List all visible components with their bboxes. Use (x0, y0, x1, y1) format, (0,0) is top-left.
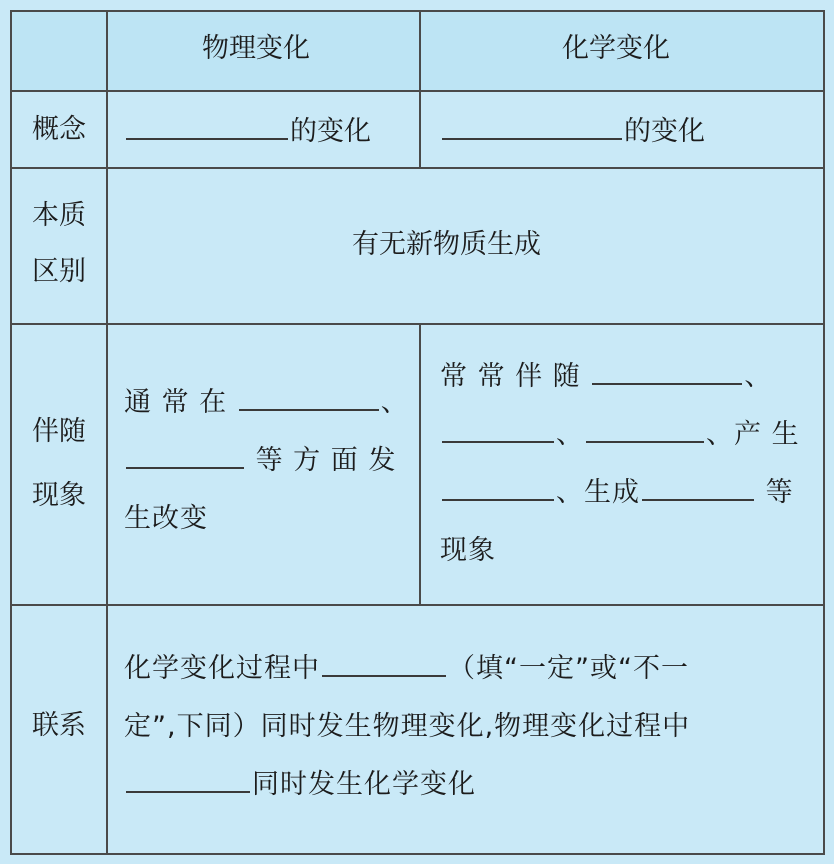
row-label-phenomena-line2: 现象 (32, 480, 86, 511)
row-label-phenomena-line1: 伴随 (32, 416, 86, 447)
divider (12, 167, 823, 169)
fill-blank[interactable] (239, 385, 379, 411)
text-segment: 常 常 伴 随 (440, 361, 581, 392)
header-chemical-change: 化学变化 (562, 33, 670, 64)
concept-physical-suffix: 的变化 (290, 116, 371, 147)
text-segment: 、 (380, 387, 409, 418)
phenomena-chemical-line2 (440, 406, 800, 464)
phenomena-physical-line2 (124, 432, 409, 490)
table-header-row (12, 12, 823, 90)
phenomena-chemical-line1 (440, 348, 800, 406)
relation-line2: 定”,下同）同时发生物理变化,物理变化过程中 (124, 711, 691, 742)
phenomena-chemical (440, 348, 800, 580)
fill-blank[interactable] (642, 475, 754, 501)
fill-blank[interactable] (442, 417, 554, 443)
fill-blank[interactable] (442, 114, 622, 140)
text-segment: 化学变化过程中 (124, 653, 320, 684)
text-segment: 等 (765, 477, 794, 508)
concept-chemical (440, 114, 705, 147)
text-segment: 、产 生 (706, 419, 800, 450)
phenomena-physical-line3: 生改变 (124, 503, 208, 534)
essence-content: 有无新物质生成 (352, 229, 541, 260)
fill-blank[interactable] (126, 767, 250, 793)
text-segment: 、 (744, 361, 773, 392)
text-segment: 、 (556, 419, 584, 450)
text-segment: （填“一定”或“不一 (448, 653, 689, 684)
text-segment: 、生成 (556, 477, 640, 508)
fill-blank[interactable] (126, 114, 288, 140)
divider (12, 604, 823, 606)
text-segment: 通 常 在 (124, 387, 228, 418)
concept-physical (124, 114, 371, 147)
fill-blank[interactable] (442, 475, 554, 501)
divider (12, 323, 823, 325)
fill-blank[interactable] (592, 359, 742, 385)
divider (12, 90, 823, 92)
text-segment: 等 方 面 发 (255, 445, 397, 476)
row-label-essence (12, 198, 106, 290)
text-segment: 同时发生化学变化 (252, 769, 476, 800)
relation-content (124, 640, 690, 814)
relation-line1 (124, 640, 690, 698)
fill-blank[interactable] (586, 417, 704, 443)
row-label-essence-line1: 本质 (32, 200, 86, 231)
phenomena-chemical-line4: 现象 (440, 535, 496, 566)
relation-line3 (124, 756, 690, 814)
row-label-relation: 联系 (32, 710, 86, 741)
concept-chemical-suffix: 的变化 (624, 116, 705, 147)
phenomena-physical (124, 374, 409, 548)
row-label-phenomena (12, 414, 106, 514)
divider (106, 12, 108, 853)
row-label-concept: 概念 (32, 114, 86, 145)
row-label-essence-line2: 区别 (32, 256, 86, 287)
divider (419, 323, 421, 606)
divider (419, 12, 421, 169)
fill-blank[interactable] (322, 651, 446, 677)
header-physical-change: 物理变化 (202, 33, 310, 64)
phenomena-physical-line1 (124, 374, 409, 432)
phenomena-chemical-line3 (440, 464, 800, 522)
fill-blank[interactable] (126, 443, 244, 469)
comparison-table (10, 10, 825, 855)
